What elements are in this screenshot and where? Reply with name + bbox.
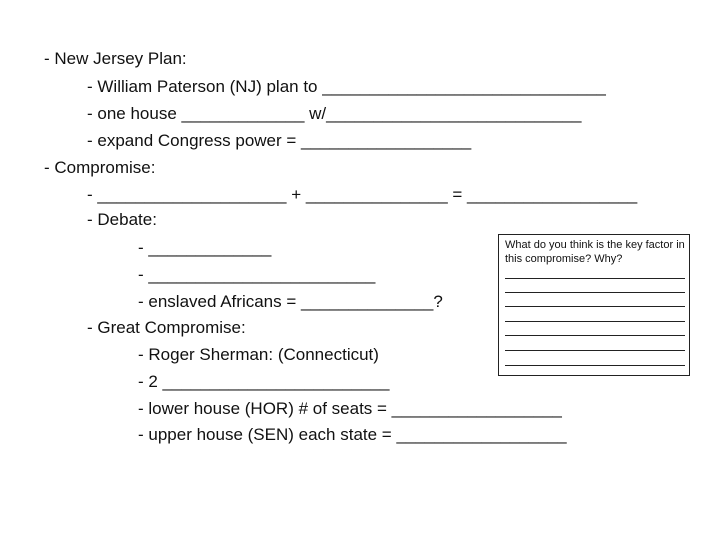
answer-line <box>505 306 685 307</box>
outline-line-roger-sherman: - Roger Sherman: (Connecticut) <box>138 345 379 364</box>
outline-line-debate-blank-2: - ________________________ <box>138 265 376 284</box>
outline-line-great-compromise: - Great Compromise: <box>87 318 246 337</box>
outline-line-debate-blank-1: - _____________ <box>138 238 272 257</box>
outline-line-compromise-equation: - ____________________ + _______________ = __________________ <box>87 185 638 204</box>
question-text: What do you think is the key factor in this compromise? Why? <box>505 239 685 265</box>
outline-line-compromise: - Compromise: <box>44 158 156 177</box>
answer-line <box>505 292 685 293</box>
outline-line-upper-house: - upper house (SEN) each state = __________________ <box>138 425 567 444</box>
outline-line-expand-congress-power: - expand Congress power = __________________ <box>87 131 472 150</box>
answer-line <box>505 365 685 366</box>
outline-line-new-jersey-plan: - New Jersey Plan: <box>44 49 187 68</box>
answer-line <box>505 321 685 322</box>
outline-line-debate: - Debate: <box>87 210 157 229</box>
outline-line-one-house: - one house _____________ w/___________________________ <box>87 104 582 123</box>
question-box <box>498 234 690 376</box>
outline-line-two-blank: - 2 ________________________ <box>138 372 390 391</box>
outline-line-enslaved-africans: - enslaved Africans = ______________? <box>138 292 443 311</box>
answer-line <box>505 278 685 279</box>
answer-line <box>505 350 685 351</box>
answer-line <box>505 335 685 336</box>
outline-line-lower-house: - lower house (HOR) # of seats = __________________ <box>138 399 562 418</box>
outline-line-william-paterson: - William Paterson (NJ) plan to ______________________________ <box>87 77 606 96</box>
